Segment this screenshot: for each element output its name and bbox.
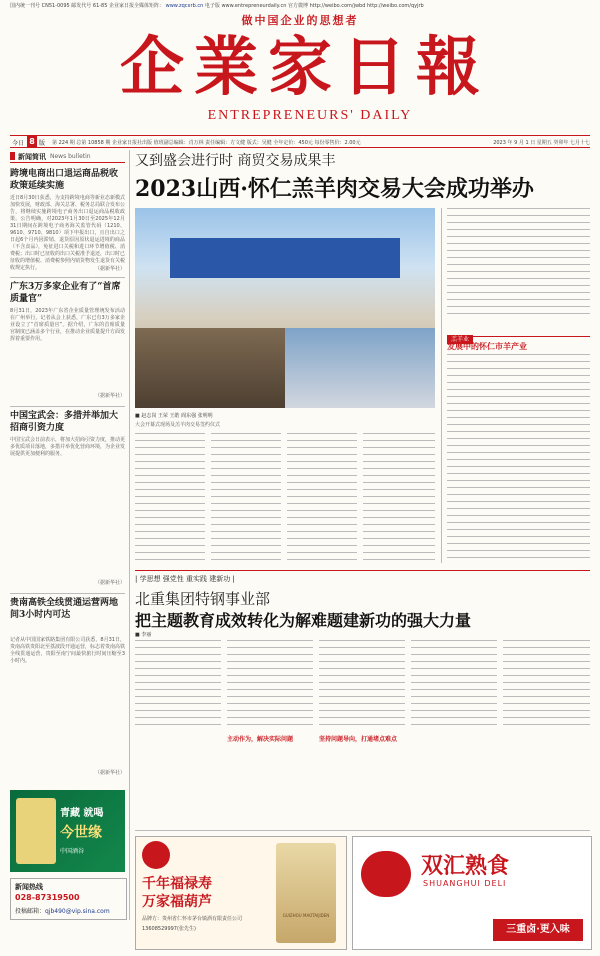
- second-body-col1: [135, 640, 221, 726]
- right-ad-brand-en: SHUANGHUI DELI: [423, 879, 507, 888]
- product-label: GUIZHOU MAOTAIJIDEN: [282, 913, 330, 918]
- masthead-slogan: 做中国企业的思想者: [241, 14, 359, 27]
- column-divider: [129, 150, 130, 920]
- masthead-subtitle: ENTREPRENEURS' DAILY: [207, 108, 413, 123]
- news3-body: 中国宝武会日前表示，将加大招商引资力度，推动更多优质项目落地，多措并举优化营商环境，为企业发展提供更加便利的服务。: [10, 437, 126, 457]
- issue-details: 第 224 期 总第 10858 期 企业家日报社出版 值班副总编辑：肖万林 责任编辑：方文健 版式：吴健 全年定价：450元 每份零售价：2.00元: [52, 140, 361, 146]
- news2-body: 8月31日，2023年广东省企业质量管理统发布活动在广州举行，记者从会上获悉，广东已有3万多家企业设立了“首席质量官”。据介绍，广东的首席质量官制度已涵盖多个行业，在推动企业质量提升方面发挥着重要作用。: [10, 308, 126, 342]
- top-info-site[interactable]: www.zqcxrb.cn: [165, 3, 204, 9]
- email-label: 投稿邮箱：: [15, 908, 46, 915]
- hotline-email-row: [15, 906, 110, 915]
- ad-logo-seal: [142, 841, 170, 869]
- email-link[interactable]: qjb490@vip.sina.com: [45, 908, 110, 915]
- page-count-badge: 8: [27, 136, 37, 147]
- top-info-left: 国内统一刊号 CN51-0095 邮发代号 61-85 企业家日报全媒体矩阵：: [10, 3, 165, 9]
- second-headline-line1: 北重集团特钢事业部: [135, 590, 271, 608]
- page-unit: 版: [39, 140, 46, 147]
- bottle-box-image: [276, 843, 336, 943]
- lead-continuation-text: [447, 208, 590, 318]
- news2-title: 广东3万多家企业有了“首席质量官”: [10, 282, 121, 304]
- second-body-col4: [411, 640, 497, 726]
- mid-ad-line1: 千年福禄寿: [142, 876, 212, 892]
- section-divider: [135, 570, 590, 571]
- ads-divider: [135, 830, 590, 831]
- photo-inset-right: [285, 328, 435, 408]
- issue-date: 2023 年 9 月 1 日 星期五 癸卯年 七月十七: [493, 140, 590, 146]
- second-story: [135, 574, 590, 743]
- side-section-tag: 羔羊业: [447, 335, 473, 344]
- lead-body-col4: [363, 433, 435, 561]
- news-bulletin-column: [10, 150, 125, 920]
- news4-source: （据新华社）: [94, 770, 125, 776]
- news3-title: 中国宝武会：多措并举加大招商引资力度: [10, 411, 119, 433]
- right-ad-brand: 双汇熟食: [421, 853, 510, 879]
- top-info-bar: [10, 2, 590, 9]
- bulletin-marker: [10, 152, 15, 160]
- masthead: [0, 10, 600, 132]
- baijiu-advertisement[interactable]: [135, 836, 347, 950]
- lead-body-col2: [211, 433, 281, 561]
- top-info-right: 电子版 www.entrepreneurdaily.cn 官方微博 http://weibo.com/jwbd http://weibo.com/qyjrb: [204, 3, 424, 9]
- bulletin-header: [10, 150, 125, 163]
- lead-headline: 2023山西·怀仁羔羊肉交易大会成功举办: [135, 176, 534, 202]
- second-body-col3: [319, 640, 405, 726]
- bulletin-label-en: News bulletin: [50, 153, 91, 160]
- mid-ad-company: 品牌方：贵州省仁怀市茅台镇酒有限责任公司: [142, 916, 243, 922]
- lead-kicker: 又到盛会进行时 商贸交易成果丰: [135, 153, 336, 169]
- news2-source: （据新华社）: [94, 393, 125, 399]
- divider: [10, 593, 125, 594]
- ad-slogan: 今世缘: [60, 825, 102, 841]
- lead-body-col3: [287, 433, 357, 561]
- second-subhead-1: 坚持问题导向，打通堵点难点: [319, 736, 398, 743]
- news4-title: 贵南高铁全线贯通运营两地间3小时内可达: [10, 598, 119, 620]
- right-ad-slogan: 三重卤·更入味: [493, 919, 583, 941]
- side-article-body: [447, 354, 590, 562]
- second-headline-line2: 把主题教育成效转化为解难题建新功的强大力量: [135, 611, 472, 630]
- stage-backdrop: [170, 238, 400, 278]
- side-article-title: 发展中的怀仁市羊产业: [447, 341, 527, 351]
- second-byline: ■ 李丽: [135, 632, 152, 638]
- side-section-header: [447, 326, 590, 343]
- lead-story: [135, 150, 590, 580]
- lead-photo-caption: 大会开幕式现场及羔羊肉交易签约仪式: [135, 422, 221, 428]
- news1-body: 近日8月30日获悉，为支持跨境电商等新业态新模式加快发展，财政部、海关总署、税务总局联合发布公告，将继续实施跨境电子商务出口退运商品税收政策。公告明确，对2023年1月30日至2025年12月31日期间在跨境电子商务海关监管代码（1210、9610、9710、9810）项下申报出口，且自出口之日起6个月内因滞销、退货原因原状退运进境的商品（不含食品），免征进口关税和进口环节增值税、消费税；出口时已征收的出口关税准予退还，出口时已征收的增值税、消费税参照内销货物发生退货有关税收规定执行。: [10, 195, 126, 271]
- second-story-tags: | 学思想 强党性 重实践 建新功 |: [135, 575, 235, 583]
- mid-ad-line2: 万家福葫芦: [142, 894, 212, 910]
- divider: [10, 406, 125, 407]
- hotline-title: 新闻热线: [15, 883, 43, 891]
- ad-tag: 中国酒谷: [60, 848, 85, 855]
- second-subhead-2: 主动作为，解决实际问题: [227, 736, 294, 743]
- liquor-advertisement[interactable]: [10, 790, 125, 872]
- issue-info-bar: [10, 135, 590, 148]
- shuanghui-advertisement[interactable]: [352, 836, 592, 950]
- mid-ad-phone: 13608529997(张先生): [142, 926, 196, 932]
- news1-title: 跨境电商出口退运商品税收政策延续实施: [10, 169, 119, 191]
- divider: [10, 277, 125, 278]
- second-body-col2: [227, 640, 313, 726]
- second-body-col5: [503, 640, 590, 726]
- photo-inset-left: [135, 328, 285, 408]
- pig-logo-icon: [361, 851, 411, 897]
- lead-photo: [135, 208, 435, 408]
- today-label: 今日: [12, 140, 25, 147]
- bottle-image: [16, 798, 56, 864]
- news1-source: （据新华社）: [94, 266, 125, 272]
- news-hotline-box: [10, 878, 127, 920]
- news4-body: 记者从中国国家铁路集团有限公司获悉，8月31日，贵南高铁贵阳北至荔波段开通运营，标志着贵南高铁全线贯通运营，贵阳至南宁间最快旅行时间压缩至3小时内。: [10, 637, 126, 664]
- hotline-phone: 028-87319500: [15, 893, 80, 902]
- bulletin-label: 新闻简讯: [18, 153, 46, 161]
- news3-source: （据新华社）: [94, 580, 125, 586]
- lead-byline: ■ 赵志岗 王荣 王皓 阎东强 张明明: [135, 413, 213, 419]
- ad-brand: 青藏 就喝: [60, 808, 104, 819]
- masthead-title: 企業家日報: [120, 30, 490, 105]
- lead-body-col1: [135, 433, 205, 561]
- column-divider: [441, 208, 442, 563]
